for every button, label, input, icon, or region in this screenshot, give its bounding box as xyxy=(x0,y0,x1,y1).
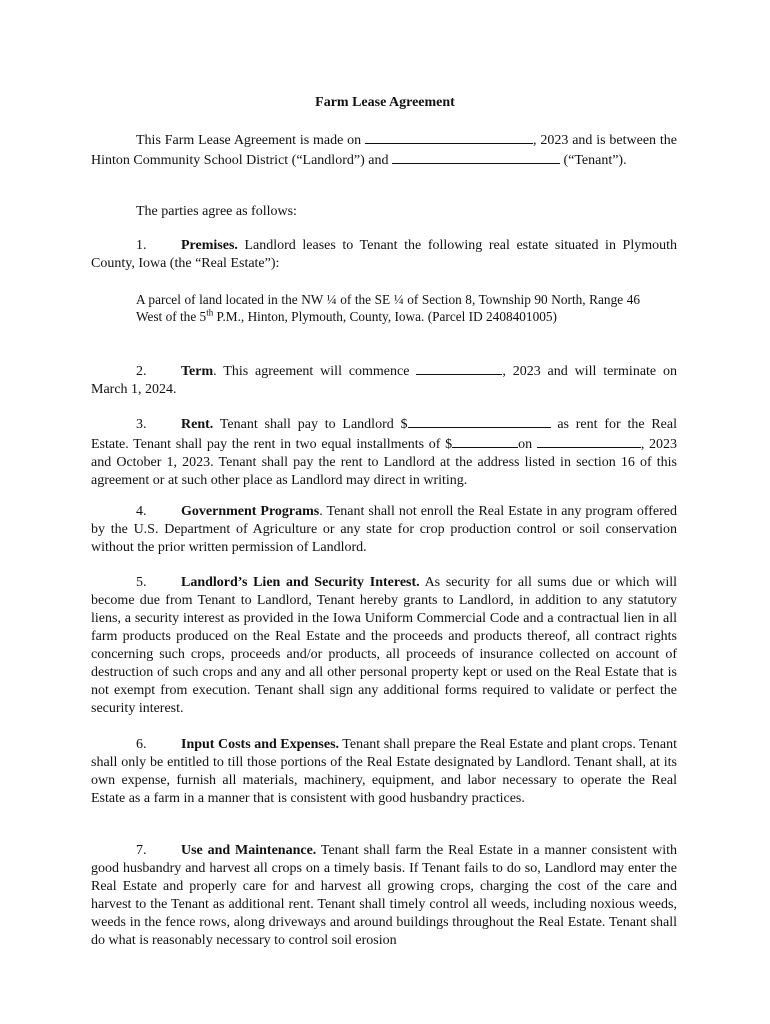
intro-text-1: This Farm Lease Agreement is made on xyxy=(136,133,366,148)
installment-amount-blank[interactable] xyxy=(452,434,518,448)
section-use-maintenance xyxy=(91,842,677,950)
section-heading: Term xyxy=(181,364,214,379)
section-number: 2. xyxy=(136,364,147,379)
section-input-costs xyxy=(91,736,677,808)
intro-paragraph xyxy=(91,130,677,170)
section-text-3: on xyxy=(518,437,537,452)
section-number: 1. xyxy=(136,238,147,253)
section-number: 5. xyxy=(136,575,147,590)
section-text-2: , 2023 and will terminate on March 1, 2024. xyxy=(91,364,677,397)
installment-date-blank[interactable] xyxy=(537,434,641,448)
section-text-2: as rent for the Real Estate. Tenant shall pay the rent in two equal installments of $ xyxy=(91,417,677,452)
section-heading: Government Programs xyxy=(181,504,320,519)
intro-text-3: (“Tenant”). xyxy=(559,153,627,168)
section-text-4: , 2023 and October 1, 2023. Tenant shall pay the rent to Landlord at the address listed in section 16 of this agreement or at such other place as Landlord may direct in writing. xyxy=(91,437,678,488)
section-heading: Input Costs and Expenses. xyxy=(181,737,340,752)
legal-description xyxy=(136,291,640,325)
section-number: 3. xyxy=(136,417,147,432)
section-text: As security for all sums due or which will become due from Tenant to Landlord, Tenant hereby grants to Landlord, in addition to any statutory liens, a security interest as provided in the Iowa Uniform Commercial Code and a contractual lien in all farm products produced on the Real Estate and the proceeds and products thereof, all contract rights concerning such crops, proceeds and/or products, all proceeds of insurance collected on account of destruction of such crops and any and all other personal property kept or used on the Real Estate that is not exempt from execution. Tenant shall sign any additional forms required to validate or perfect the security interest. xyxy=(91,575,677,716)
section-text: . Tenant shall not enroll the Real Estate in any program offered by the U.S. Department of Agriculture or any state for crop production control or soil conservation without the prior written permission of Landlord. xyxy=(91,504,677,555)
intro-text-2: , 2023 and is between the Hinton Community School District (“Landlord”) and xyxy=(91,133,677,168)
section-number: 6. xyxy=(136,737,147,752)
date-blank[interactable] xyxy=(365,130,533,144)
section-government-programs xyxy=(91,503,677,557)
section-heading: Premises. xyxy=(181,238,238,253)
section-text: Landlord leases to Tenant the following real estate situated in Plymouth County, Iowa (the “Real Estate”): xyxy=(91,238,677,271)
section-heading: Use and Maintenance. xyxy=(181,843,317,858)
section-number: 4. xyxy=(136,504,147,519)
document-title: Farm Lease Agreement xyxy=(315,95,455,110)
section-heading: Landlord’s Lien and Security Interest. xyxy=(181,575,420,590)
section-text: Tenant shall farm the Real Estate in a manner consistent with good husbandry and harvest all crops on a timely basis. If Tenant fails to do so, Landlord may enter the Real Estate and properly care for and harvest all growing crops, charging the cost of the care and harvest to the Tenant as additional rent. Tenant shall timely control all weeds, including noxious weeds, weeds in the fence rows, along driveways and around buildings throughout the Real Estate. Tenant shall do what is reasonably necessary to control soil erosion xyxy=(91,843,677,948)
section-premises xyxy=(91,237,677,273)
tenant-name-blank[interactable] xyxy=(392,150,560,164)
section-text: Tenant shall prepare the Real Estate and plant crops. Tenant shall only be entitled to till those portions of the Real Estate designated by Landlord. Tenant shall, at its own expense, furnish all materials, machinery, equipment, and labor necessary to operate the Real Estate as a farm in a manner that is consistent with good husbandry practices. xyxy=(91,737,677,806)
section-rent xyxy=(91,414,677,490)
section-term xyxy=(91,361,677,399)
legal-text-1: A parcel of land located in the NW ¼ of the SE ¼ of Section 8, Township 90 North, Range 46 West of the 5 xyxy=(136,292,640,324)
section-heading: Rent. xyxy=(181,417,214,432)
commence-date-blank[interactable] xyxy=(416,361,502,375)
parties-paragraph: The parties agree as follows: xyxy=(136,204,297,219)
rent-amount-blank[interactable] xyxy=(408,414,551,428)
legal-text-2: P.M., Hinton, Plymouth, County, Iowa. (Parcel ID 2408401005) xyxy=(213,309,557,324)
section-text-1: . This agreement will commence xyxy=(213,364,417,379)
legal-superscript: th xyxy=(206,307,214,318)
section-landlords-lien xyxy=(91,574,677,718)
section-number: 7. xyxy=(136,843,147,858)
section-text-1: Tenant shall pay to Landlord $ xyxy=(213,417,408,432)
